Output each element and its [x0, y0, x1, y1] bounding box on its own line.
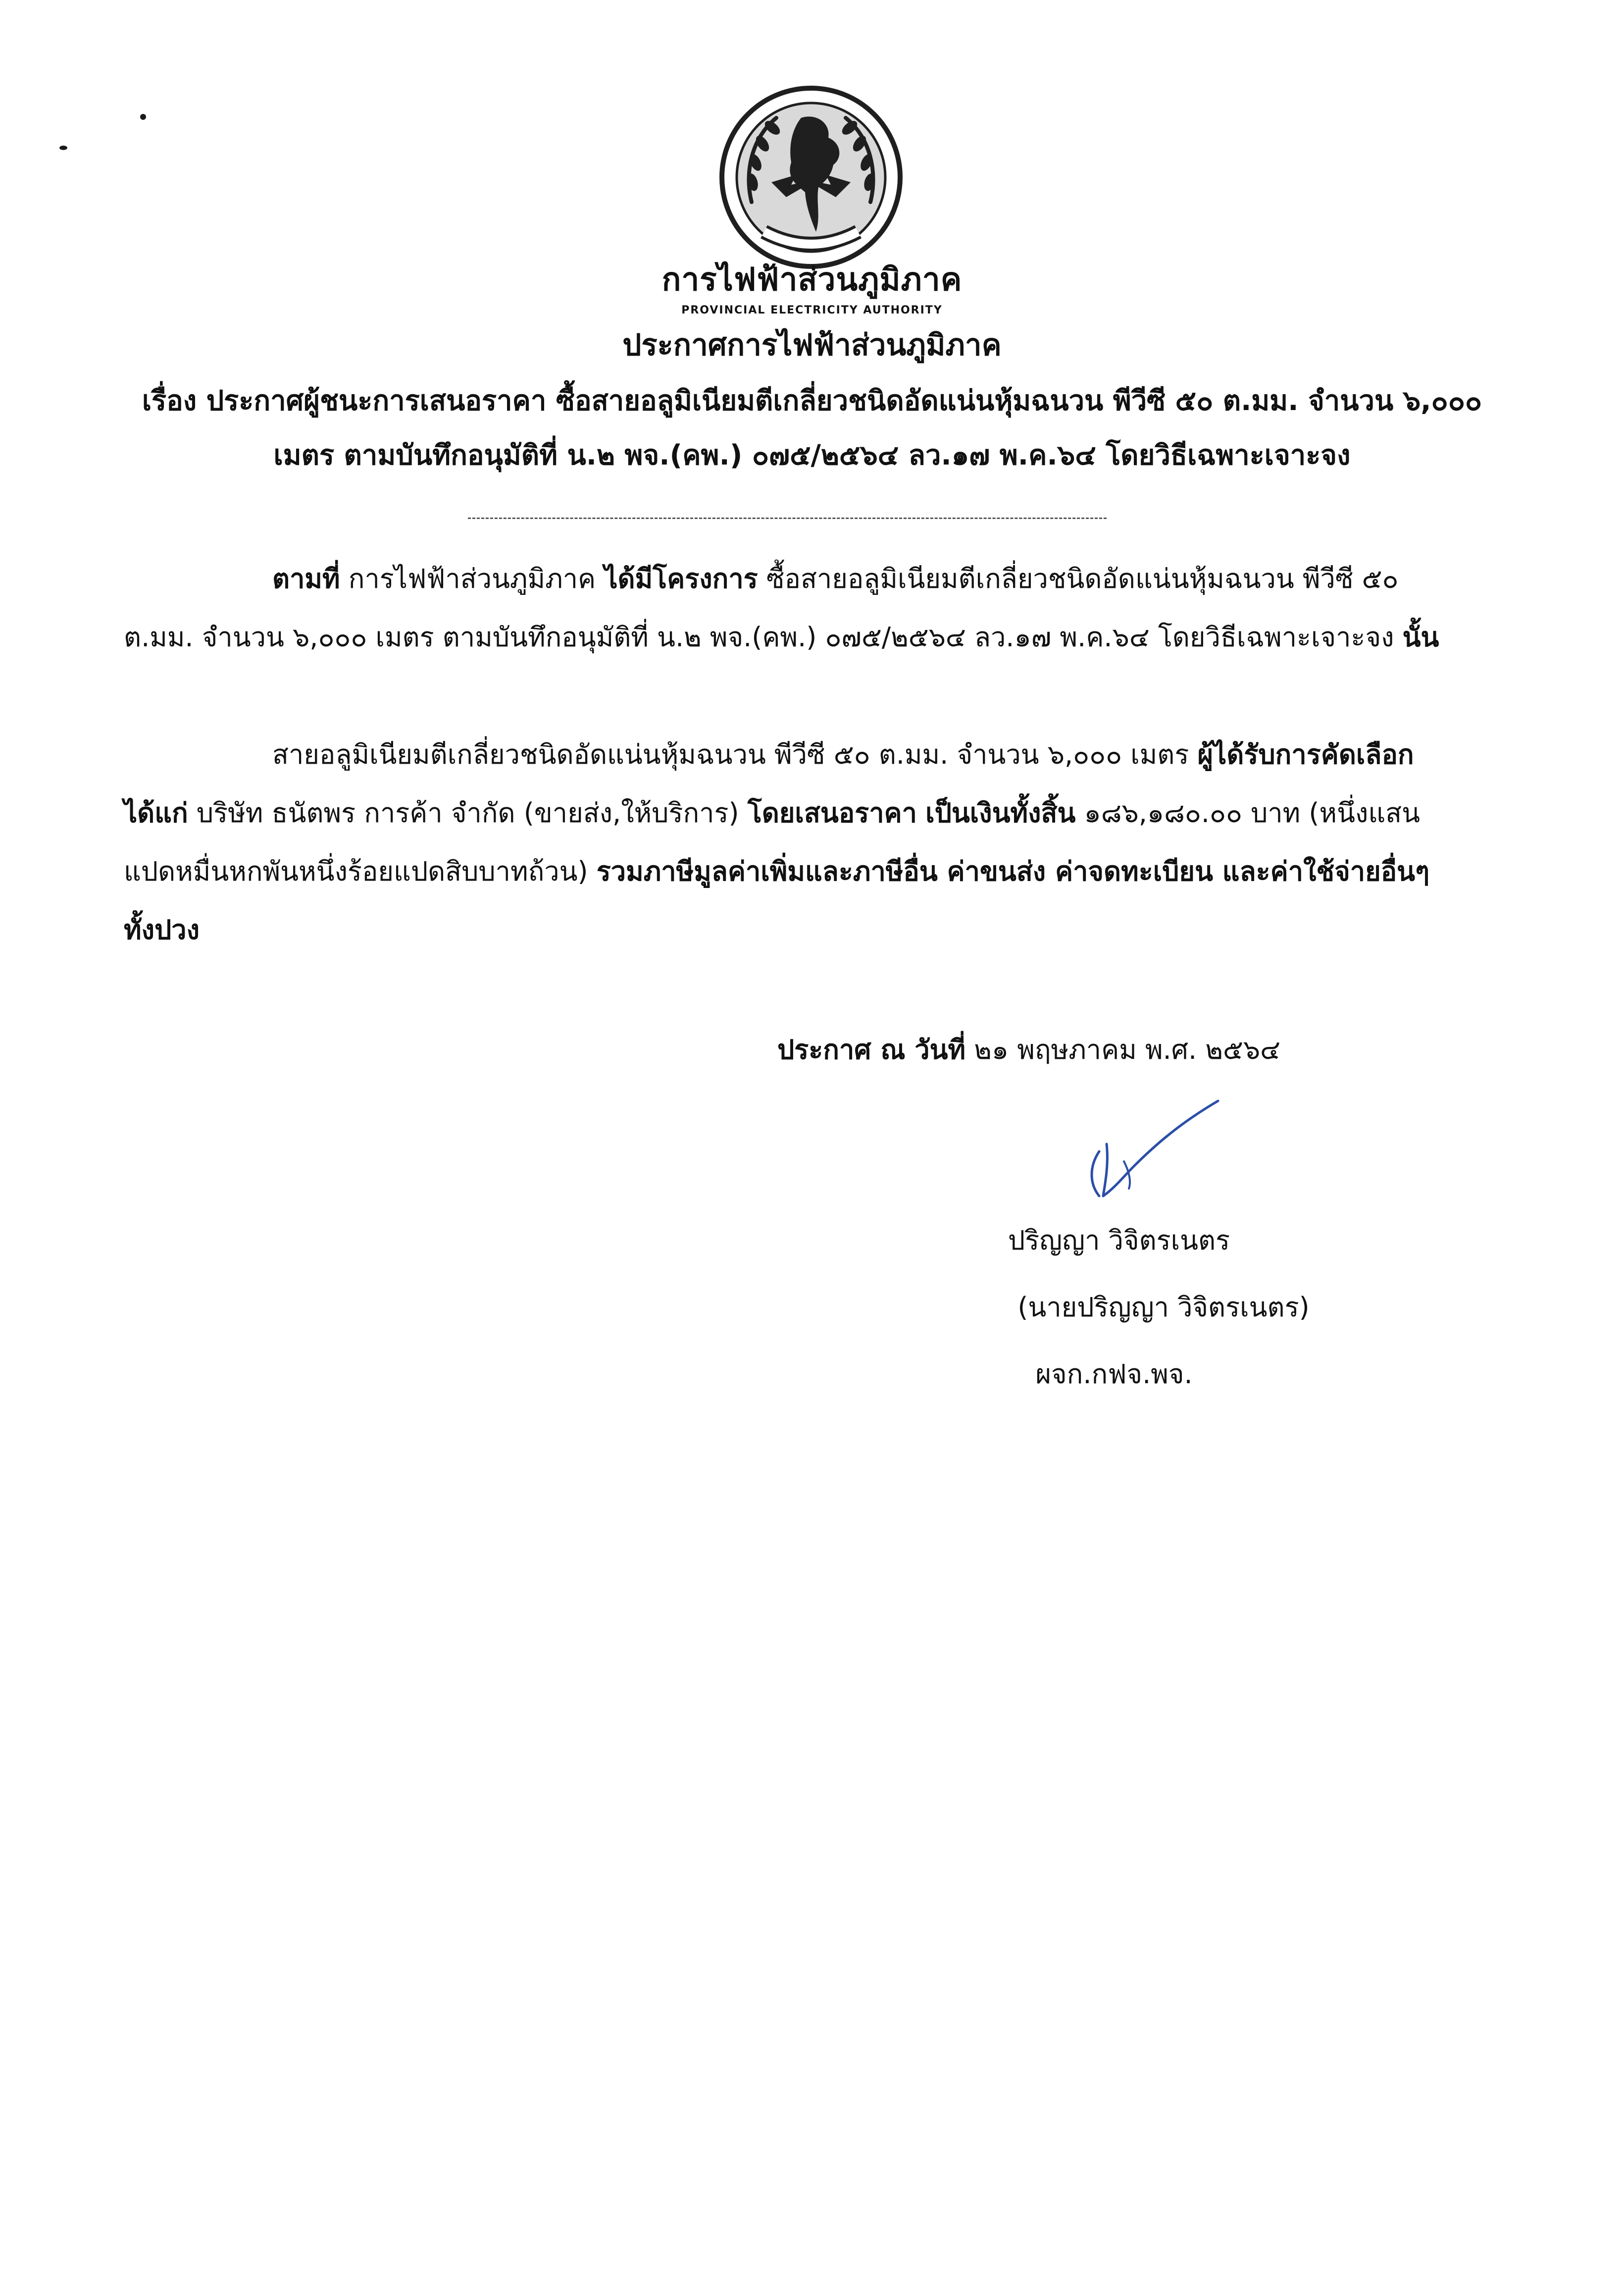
- p1-project: ซื้อสายอลูมิเนียมตีเกลี่ยวชนิดอัดแน่นหุ้มฉนวน พีวีซี ๕๐ ต.มม. จำนวน ๖,๐๐๐ เมตร ตามบันทึกอนุมัติที่ น.๒ พจ.(คพ.) ๐๗๕/๒๕๖๔ ลว.๑๗ พ.ค.๖๔ โดยวิธีเฉพาะเจาะจง: [124, 563, 1399, 653]
- date-value: ๒๑ พฤษภาคม พ.ศ. ๒๕๖๔: [974, 1034, 1280, 1065]
- p2-includes: รวมภาษีมูลค่าเพิ่มและภาษีอื่น ค่าขนส่ง ค่าจดทะเบียน และค่าใช้จ่ายอื่นๆ ทั้งปวง: [124, 856, 1430, 945]
- p2-selected: ผู้ได้รับการคัดเลือก ได้แก่: [124, 739, 1414, 829]
- p2-offer: โดยเสนอราคา: [747, 797, 917, 829]
- p1-org: การไฟฟ้าส่วนภูมิภาค: [348, 563, 596, 594]
- p1-has-project: ได้มีโครงการ: [604, 563, 758, 594]
- p1-lead: ตามที่: [272, 563, 340, 594]
- paragraph-winner: [124, 726, 1461, 959]
- date-label: ประกาศ ณ วันที่: [777, 1034, 966, 1065]
- signer-name: ปริญญา วิจิตรเนตร: [1008, 1225, 1230, 1256]
- p1-end: นั้น: [1402, 622, 1439, 653]
- p2-total-label: เป็นเงินทั้งสิ้น: [925, 797, 1076, 829]
- p2-item: สายอลูมิเนียมตีเกลี่ยวชนิดอัดแน่นหุ้มฉนวน พีวีซี ๕๐ ต.มม. จำนวน ๖,๐๐๐ เมตร: [272, 739, 1189, 770]
- org-name-english: PROVINCIAL ELECTRICITY AUTHORITY: [681, 304, 943, 316]
- p2-amount: ๑๘๖,๑๘๐.๐๐ บาท (หนึ่งแสนแปดหมื่นหกพันหนึ่งร้อยแปดสิบบาทถ้วน): [124, 797, 1421, 887]
- scan-speck: [140, 114, 146, 120]
- subject-heading: [124, 374, 1500, 483]
- paragraph-project: [124, 550, 1461, 667]
- scan-speck: [59, 146, 67, 150]
- handwritten-signature: [1079, 1097, 1258, 1211]
- signer-position: ผจก.กฟจ.พจ.: [1035, 1358, 1193, 1390]
- announcement-title: ประกาศการไฟฟ้าส่วนภูมิภาค: [622, 328, 1002, 363]
- dashed-divider: [468, 518, 1107, 519]
- signer-full-name: (นายปริญญา วิจิตรเนตร): [1017, 1292, 1310, 1323]
- subject-text: ประกาศผู้ชนะการเสนอราคา ซื้อสายอลูมิเนียมตีเกลี่ยวชนิดอัดแน่นหุ้มฉนวน พีวีซี ๕๐ ต.มม. จำนวน ๖,๐๐๐ เมตร ตามบันทึกอนุมัติที่ น.๒ พจ.(คพ.) ๐๗๕/๒๕๖๔ ลว.๑๗ พ.ค.๖๔ โดยวิธีเฉพาะเจาะจง: [206, 385, 1482, 471]
- pea-logo-icon: [717, 83, 905, 271]
- p2-company: บริษัท ธนัตพร การค้า จำกัด (ขายส่ง,ให้บริการ): [196, 797, 739, 829]
- subject-label: เรื่อง: [142, 385, 197, 417]
- announcement-date: [777, 1025, 1421, 1075]
- org-name-thai: การไฟฟ้าส่วนภูมิภาค: [661, 261, 963, 298]
